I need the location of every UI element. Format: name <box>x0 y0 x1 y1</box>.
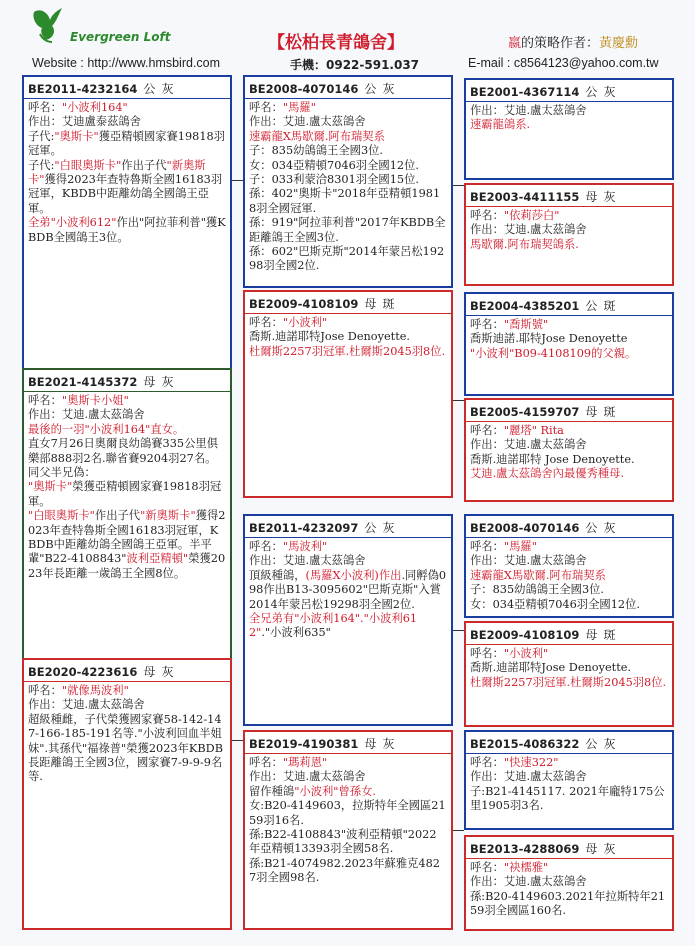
pedigree-line <box>470 785 668 814</box>
color-label: 斑 <box>603 299 616 313</box>
pedigree-box-header <box>466 294 672 316</box>
info-text: 呼名： <box>28 684 62 697</box>
info-text: 呼名： <box>249 540 283 553</box>
pedigree-box-ggd-3 <box>464 621 674 727</box>
pedigree-line <box>249 540 447 554</box>
highlight-text: 波利亞精頓" <box>126 552 189 566</box>
connector-line <box>231 180 243 181</box>
color-label: 斑 <box>382 297 395 311</box>
pedigree-line <box>249 159 447 173</box>
info-text: 孫：919"阿拉菲利普"2017年KBDB全距離鴿王全國3位. <box>249 216 446 244</box>
pedigree-box-body <box>466 538 672 614</box>
highlight-text: "快速322" <box>503 756 559 769</box>
pedigree-line <box>470 756 668 770</box>
pedigree-box-header <box>466 185 672 207</box>
author-name: 黃慶勳 <box>599 36 639 51</box>
info-text: 呼名： <box>470 540 504 553</box>
info-text: 女：034亞精頓7046羽全國12位. <box>249 158 419 172</box>
pedigree-line <box>249 799 447 828</box>
pedigree-box-header <box>245 732 451 754</box>
pedigree-box-ggd-4 <box>464 835 674 931</box>
highlight-text: 全兄弟有"小波利164"."小波利612" <box>249 612 418 640</box>
info-text: 榮獲亞精頓國家賽19818羽冠軍。 <box>28 480 222 508</box>
highlight-text: "喬斯號" <box>503 318 549 331</box>
info-text: 留作種鴿 <box>249 784 295 798</box>
pedigree-line <box>249 345 447 359</box>
pedigree-line <box>470 661 668 675</box>
page-title: 【松柏長青鴿舍】 <box>268 33 404 53</box>
pedigree-line <box>249 612 447 641</box>
highlight-text: "馬羅" <box>503 540 537 553</box>
pedigree-box-body <box>466 102 672 135</box>
highlight-text: "白眼奧斯卡" <box>54 158 122 172</box>
pedigree-line <box>249 130 447 144</box>
connector-line <box>452 400 464 401</box>
pedigree-box-body <box>24 99 230 247</box>
info-text: ."小波利635" <box>261 626 331 640</box>
color-label: 斑 <box>603 405 616 419</box>
pedigree-line <box>249 330 447 344</box>
pedigree-line <box>249 216 447 245</box>
info-text: 喬斯.迪諾耶特Jose Denoyette. <box>470 661 632 675</box>
info-text: 榮獲2023年長距離一歲鴿王全國8位。 <box>28 552 226 580</box>
connector-line <box>452 185 464 186</box>
info-text: 喬斯.迪諾耶特 Jose Denoyette. <box>470 452 635 466</box>
pedigree-line <box>470 453 668 467</box>
pedigree-line <box>249 554 447 568</box>
highlight-text: 馬歇爾.阿布瑞契鴿系. <box>470 237 579 251</box>
sex-label: 母 <box>585 405 598 419</box>
pedigree-line <box>470 347 668 361</box>
info-text: 作出子代 <box>121 158 167 172</box>
bird-logo-icon <box>30 4 64 44</box>
info-text: 呼名： <box>249 316 283 329</box>
info-text: 呼名： <box>249 756 283 769</box>
info-text: 孫：402"奧斯卡"2018年亞精頓19818羽全國冠軍. <box>249 187 441 215</box>
pedigree-line <box>470 861 668 875</box>
sex-label: 母 <box>585 628 598 642</box>
info-text: 子:B21-4145117. 2021年龐特175公里1905羽3名. <box>470 784 665 813</box>
pedigree-line <box>28 159 226 217</box>
pedigree-box-header <box>245 516 451 538</box>
color-label: 灰 <box>603 190 616 204</box>
ring-number: BE2020-4223616 <box>28 665 138 679</box>
pedigree-line <box>470 598 668 612</box>
pedigree-line <box>28 101 226 115</box>
color-label: 灰 <box>161 665 174 679</box>
pedigree-line <box>470 118 668 132</box>
ring-number: BE2008-4070146 <box>470 521 580 535</box>
pedigree-line <box>28 408 226 422</box>
pedigree-box-ggs-4 <box>464 730 674 830</box>
phone-text: 手機：0922-591.037 <box>290 58 420 72</box>
sex-label: 母 <box>364 297 377 311</box>
pedigree-box-ggs-1 <box>464 78 674 180</box>
info-text: 子代: <box>28 158 55 172</box>
highlight-text: "依莉莎白" <box>503 209 560 222</box>
color-label: 灰 <box>161 82 174 96</box>
pedigree-line <box>249 115 447 129</box>
pedigree-line <box>470 332 668 346</box>
pedigree-line <box>28 480 226 509</box>
highlight-text: "新奧斯卡" <box>140 509 196 523</box>
pedigree-line <box>470 223 668 237</box>
info-text: 呼名： <box>470 318 504 331</box>
info-text: 女:B20-4149603，拉斯特年全國區2159羽16名. <box>249 799 446 827</box>
sex-label: 母 <box>585 842 598 856</box>
pedigree-line <box>249 770 447 784</box>
pedigree-line <box>470 676 668 690</box>
author-icon: 嬴 <box>508 36 522 51</box>
pedigree-box-header <box>466 837 672 859</box>
pedigree-line <box>470 467 668 481</box>
pedigree-line <box>470 890 668 919</box>
info-text: 孫：602"巴斯克斯"2014年蒙呂松19298羽全國2位. <box>249 245 445 273</box>
info-text: 孫:B21-4074982.2023年蘇雅克4827羽全國98名. <box>249 856 440 885</box>
sex-label: 母 <box>143 665 156 679</box>
highlight-text: 最後的一羽"小波利164"直女。 <box>28 422 185 436</box>
highlight-text: "瑪莉恩" <box>282 756 328 769</box>
pedigree-box-body <box>245 314 451 361</box>
pedigree-line <box>249 187 447 216</box>
ring-number: BE2001-4367114 <box>470 85 580 99</box>
info-text: 呼名： <box>470 861 504 874</box>
info-text: 喬斯.迪諾耶特Jose Denoyette. <box>249 330 411 344</box>
info-text: 超級種雌，子代榮獲國家賽58-142-147-166-185-191名等."小波利回血半姐妹".其孫代"福祿普"榮獲2023年KBDB長距離鴿王全國3位，國家賽7-9-9-9名等. <box>28 712 223 784</box>
sex-label: 公 <box>143 82 156 96</box>
pedigree-box-header <box>466 400 672 422</box>
info-text: 作出：艾迪.盧太茲鴿舍 <box>249 770 366 784</box>
ring-number: BE2013-4288069 <box>470 842 580 856</box>
sex-label: 母 <box>143 375 156 389</box>
color-label: 灰 <box>603 521 616 535</box>
pedigree-line <box>470 104 668 118</box>
info-text: 作出子代 <box>94 509 141 523</box>
ring-number: BE2021-4145372 <box>28 375 138 389</box>
connector-line <box>452 830 464 831</box>
pedigree-box-body <box>245 538 451 643</box>
highlight-text: 速霸龍X馬歇爾.阿布瑞契系 <box>470 568 606 582</box>
info-text: 作出：艾迪.盧太茲鴿舍 <box>28 408 145 422</box>
info-text: 作出：艾迪.盧太茲鴿舍 <box>470 104 587 117</box>
pedigree-line <box>28 130 226 159</box>
sex-label: 母 <box>364 737 377 751</box>
ring-number: BE2011-4232097 <box>249 521 359 535</box>
pedigree-line <box>249 316 447 330</box>
info-text: 呼名： <box>470 424 504 437</box>
info-text: 喬斯迪諾.耶特Jose Denoyette <box>470 332 628 346</box>
info-text: 作出"阿拉菲利普"獲KBDB全國鴿王3位。 <box>28 216 226 244</box>
pedigree-line <box>28 423 226 437</box>
ring-number: BE2011-4232164 <box>28 82 138 96</box>
ring-number: BE2005-4159707 <box>470 405 580 419</box>
info-text: 作出：艾迪.盧太茲鴿舍 <box>470 223 587 237</box>
pedigree-line <box>470 540 668 554</box>
pedigree-line <box>28 437 226 466</box>
highlight-text: (馬羅X小波利)作出 <box>305 568 402 582</box>
sex-label: 公 <box>585 299 598 313</box>
pedigree-box-header <box>24 77 230 99</box>
info-text: 呼名： <box>28 101 62 114</box>
info-text: 孫:B20-4149603.2021年拉斯特年2159羽全國區160名. <box>470 889 666 918</box>
pedigree-line <box>470 875 668 889</box>
pedigree-box-header <box>245 77 451 99</box>
highlight-text: 速霸龍X馬歇爾.阿布瑞契系 <box>249 129 385 143</box>
pedigree-box-grandsire-1 <box>243 75 453 288</box>
highlight-text: "小波利"曾孫女. <box>294 784 376 798</box>
ring-number: BE2015-4086322 <box>470 737 580 751</box>
highlight-text: "馬波利" <box>282 540 328 553</box>
pedigree-line <box>249 756 447 770</box>
info-text: 子：835幼鴿鴿王全國3位. <box>470 583 605 597</box>
pedigree-line <box>470 554 668 568</box>
pedigree-line <box>470 569 668 583</box>
color-label: 灰 <box>603 842 616 856</box>
highlight-text: "馬羅" <box>282 101 316 114</box>
email-text: E-mail : c8564123@yahoo.com.tw <box>468 56 659 70</box>
pedigree-line <box>249 857 447 886</box>
pedigree-box-body <box>466 422 672 484</box>
info-text: 作出：艾迪.盧太茲鴿舍 <box>470 438 587 452</box>
website-text: Website : http://www.hmsbird.com <box>32 56 221 70</box>
pedigree-line <box>470 438 668 452</box>
pedigree-box-sire <box>22 75 232 370</box>
pedigree-box-body <box>466 207 672 254</box>
pedigree-line <box>470 770 668 784</box>
pedigree-box-body <box>466 316 672 363</box>
info-text: 頂級種鴿， <box>249 568 306 582</box>
pedigree-box-header <box>24 660 230 682</box>
highlight-text: 杜爾斯2257羽冠軍.杜爾斯2045羽8位. <box>470 675 667 689</box>
pedigree-box-body <box>24 392 230 583</box>
highlight-text: "奧斯卡" <box>54 129 99 143</box>
pedigree-line <box>249 101 447 115</box>
pedigree-box-body <box>466 645 672 692</box>
pedigree-line <box>470 424 668 438</box>
highlight-text: 速霸龍鴿系. <box>470 118 531 132</box>
author-label: 的策略作者： <box>521 36 600 51</box>
color-label: 灰 <box>161 375 174 389</box>
highlight-text: "小波利" <box>503 647 549 660</box>
sex-label: 母 <box>585 190 598 204</box>
author-line <box>508 32 638 51</box>
pedigree-line <box>28 713 226 785</box>
highlight-text: "白眼奧斯卡" <box>28 509 95 523</box>
sex-label: 公 <box>585 737 598 751</box>
pedigree-box-header <box>466 732 672 754</box>
color-label: 灰 <box>382 737 395 751</box>
pedigree-line <box>470 238 668 252</box>
highlight-text: "麗塔" Rita <box>503 424 564 437</box>
highlight-text: "小波利"B09-4108109的父親。 <box>470 346 637 360</box>
highlight-text: "新奧斯卡" <box>28 158 206 187</box>
info-text: 作出：艾迪.盧太茲鴿舍 <box>470 554 587 568</box>
pedigree-line <box>249 173 447 187</box>
pedigree-box-header <box>466 623 672 645</box>
info-text: 作出：艾迪.盧太茲鴿舍 <box>470 770 587 784</box>
loft-name: Evergreen Loft <box>70 30 171 44</box>
info-text: 呼名： <box>470 756 504 769</box>
ring-number: BE2008-4070146 <box>249 82 359 96</box>
info-text: 獲亞精頓國家賽19818羽冠軍。 <box>28 129 226 158</box>
pedigree-line <box>249 828 447 857</box>
info-text: 女：034亞精頓7046羽全國12位. <box>470 597 640 611</box>
pedigree-line <box>249 144 447 158</box>
pedigree-line <box>28 684 226 698</box>
info-text: 同父半兄偽： <box>28 466 96 480</box>
sex-label: 公 <box>585 85 598 99</box>
highlight-text: "奧斯卡小姐" <box>61 394 129 407</box>
ring-number: BE2009-4108109 <box>249 297 359 311</box>
pedigree-line <box>470 318 668 332</box>
pedigree-box-header <box>24 370 230 392</box>
info-text: 作出：艾迪.盧太茲鴿舍 <box>249 115 366 129</box>
pedigree-box-body <box>24 682 230 787</box>
connector-line <box>452 630 464 631</box>
pedigree-box-ggd-1 <box>464 183 674 286</box>
pedigree-line <box>470 209 668 223</box>
highlight-text: "小波利164" <box>61 101 128 114</box>
ring-number: BE2004-4385201 <box>470 299 580 313</box>
pedigree-line <box>249 785 447 799</box>
pedigree-box-granddam-2 <box>243 730 453 930</box>
color-label: 灰 <box>603 85 616 99</box>
highlight-text: "就像馬波利" <box>61 684 129 697</box>
pedigree-box-body <box>245 99 451 276</box>
pedigree-box-body <box>245 754 451 888</box>
color-label: 灰 <box>382 521 395 535</box>
highlight-text: "袂檽雅" <box>503 861 549 874</box>
sex-label: 公 <box>364 82 377 96</box>
highlight-text: 全弟"小波利612" <box>28 216 117 230</box>
info-text: 子：835幼鴿鴿王全國3位. <box>249 144 384 158</box>
pedigree-line <box>28 115 226 129</box>
pedigree-box-header <box>245 292 451 314</box>
pedigree-line <box>249 245 447 274</box>
info-text: .同孵偽098作出B13-3095602"巴斯克斯"入賞2014年蒙呂松19298羽全國2位. <box>249 568 447 611</box>
ring-number: BE2003-4411155 <box>470 190 580 204</box>
color-label: 灰 <box>382 82 395 96</box>
info-text: 作出：艾迪.盧太茲鴿舍 <box>470 875 587 889</box>
ring-number: BE2019-4190381 <box>249 737 359 751</box>
info-text: 獲得2023年查特魯斯全國16183羽冠軍，KBDB中距離幼鴿全國鴿王亞軍。半平輩"B22-4108843" <box>28 509 226 566</box>
highlight-text: 艾迪.盧太茲鴿舍內最優秀種母. <box>470 467 625 481</box>
pedigree-box-body <box>466 754 672 816</box>
highlight-text: "小波利" <box>282 316 328 329</box>
sex-label: 公 <box>585 521 598 535</box>
pedigree-line <box>28 698 226 712</box>
pedigree-line <box>470 647 668 661</box>
pedigree-box-ggs-2 <box>464 292 674 396</box>
info-text: 子代: <box>28 129 55 143</box>
info-text: 子：033利蒙洽8301羽全國15位. <box>249 173 419 187</box>
pedigree-box-subject <box>22 368 232 660</box>
pedigree-line <box>28 509 226 581</box>
pedigree-line <box>28 466 226 480</box>
pedigree-box-granddam-1 <box>243 290 453 498</box>
highlight-text: "奧斯卡" <box>28 480 73 494</box>
info-text: 孫:B22-4108843"波利亞精頓"2022年亞精頓13393羽全國58名. <box>249 828 437 856</box>
ring-number: BE2009-4108109 <box>470 628 580 642</box>
info-text: 作出：艾迪盧泰茲鴿舍 <box>28 115 141 129</box>
pedigree-box-header <box>466 516 672 538</box>
pedigree-box-grandsire-2 <box>243 514 453 726</box>
info-text: 直女7月26日奧爾良幼鴿賽335公里俱樂部888羽2名.聯省賽9204羽27名。 <box>28 437 218 465</box>
sex-label: 公 <box>364 521 377 535</box>
pedigree-box-dam <box>22 658 232 930</box>
color-label: 斑 <box>603 628 616 642</box>
connector-line <box>231 740 243 741</box>
highlight-text: 杜爾斯2257羽冠軍.杜爾斯2045羽8位. <box>249 344 446 358</box>
pedigree-line <box>28 394 226 408</box>
info-text: 呼名： <box>249 101 283 114</box>
info-text: 呼名： <box>470 209 504 222</box>
pedigree-box-ggs-3 <box>464 514 674 618</box>
info-text: 獲得2023年查特魯斯全國16183羽冠軍，KBDB中距離幼鴿全國鴿王亞軍。 <box>28 173 223 215</box>
pedigree-line <box>470 583 668 597</box>
info-text: 作出：艾迪.盧太茲鴿舍 <box>249 554 366 568</box>
pedigree-box-header <box>466 80 672 102</box>
info-text: 作出：艾迪.盧太茲鴿舍 <box>28 698 145 712</box>
info-text: 呼名： <box>28 394 62 407</box>
info-text: 呼名： <box>470 647 504 660</box>
pedigree-line <box>249 569 447 612</box>
color-label: 灰 <box>603 737 616 751</box>
pedigree-box-ggd-2 <box>464 398 674 502</box>
pedigree-box-body <box>466 859 672 921</box>
pedigree-line <box>28 216 226 245</box>
